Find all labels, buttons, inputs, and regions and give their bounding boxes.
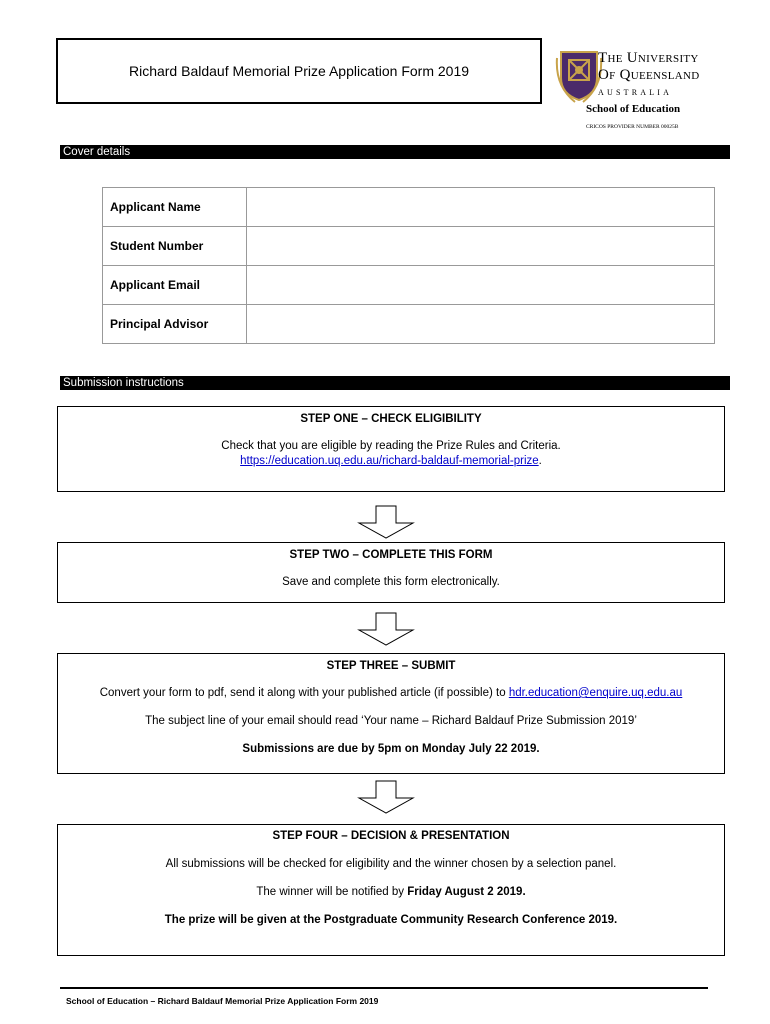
- applicant-name-label: Applicant Name: [103, 188, 247, 227]
- step-two-text: Save and complete this form electronically.: [282, 576, 500, 588]
- step-one-link-line: [58, 455, 724, 467]
- university-line2: OF QUEENSLAND: [598, 67, 700, 83]
- school-name: School of Education: [586, 103, 681, 115]
- footer-text: School of Education – Richard Baldauf Memorial Prize Application Form 2019: [66, 996, 379, 1006]
- step-four-notify: [58, 886, 724, 898]
- university-name: [598, 50, 699, 97]
- step-four-title: STEP FOUR – DECISION & PRESENTATION: [272, 830, 510, 842]
- step-three-text: [58, 687, 724, 699]
- step-four-notify-prefix: The winner will be notified by: [256, 886, 408, 898]
- footer-divider: [60, 987, 708, 989]
- step-two-box: [57, 542, 725, 603]
- arrow-down-icon: [356, 780, 416, 814]
- university-line1: THE UNIVERSITY: [598, 50, 699, 66]
- table-row: [103, 227, 715, 266]
- student-number-field[interactable]: [247, 227, 715, 266]
- step-four-notify-date: Friday August 2 2019.: [407, 886, 526, 898]
- submission-instructions-heading: Submission instructions: [60, 376, 730, 390]
- step-three-box: [57, 653, 725, 774]
- step-one-link-suffix: .: [538, 455, 542, 467]
- step-four-prize: The prize will be given at the Postgraduate Community Research Conference 2019.: [164, 914, 618, 926]
- step-three-subject-line: The subject line of your email should read ‘Your name – Richard Baldauf Prize Submission 2019’: [145, 715, 637, 727]
- step-four-box: [57, 824, 725, 956]
- step-three-text-prefix: Convert your form to pdf, send it along with your published article (if possible) to: [99, 687, 509, 699]
- step-two-title: STEP TWO – COMPLETE THIS FORM: [289, 549, 493, 561]
- principal-advisor-field[interactable]: [247, 305, 715, 344]
- step-one-title: STEP ONE – CHECK ELIGIBILITY: [300, 413, 482, 425]
- cricos-number: CRICOS PROVIDER NUMBER 00025B: [586, 124, 679, 130]
- prize-link[interactable]: https://education.uq.edu.au/richard-baldauf-memorial-prize: [240, 455, 539, 467]
- step-four-text: All submissions will be checked for eligibility and the winner chosen by a selection panel.: [165, 858, 617, 870]
- cover-details-table: [102, 187, 715, 344]
- step-three-due-date: Submissions are due by 5pm on Monday July 22 2019.: [242, 743, 540, 755]
- uq-crest-icon: [555, 46, 603, 104]
- student-number-label: Student Number: [103, 227, 247, 266]
- applicant-email-field[interactable]: [247, 266, 715, 305]
- step-one-box: [57, 406, 725, 492]
- arrow-down-icon: [356, 612, 416, 646]
- table-row: [103, 188, 715, 227]
- arrow-down-icon: [356, 505, 416, 539]
- step-three-title: STEP THREE – SUBMIT: [326, 660, 456, 672]
- step-one-text: Check that you are eligible by reading the Prize Rules and Criteria.: [221, 440, 561, 452]
- applicant-email-label: Applicant Email: [103, 266, 247, 305]
- applicant-name-field[interactable]: [247, 188, 715, 227]
- university-country: AUSTRALIA: [598, 88, 673, 97]
- form-title: Richard Baldauf Memorial Prize Application Form 2019: [128, 63, 470, 79]
- form-title-box: [56, 38, 542, 104]
- table-row: [103, 266, 715, 305]
- table-row: [103, 305, 715, 344]
- cover-details-heading: Cover details: [60, 145, 730, 159]
- submission-email-link[interactable]: hdr.education@enquire.uq.edu.au: [508, 687, 683, 699]
- principal-advisor-label: Principal Advisor: [103, 305, 247, 344]
